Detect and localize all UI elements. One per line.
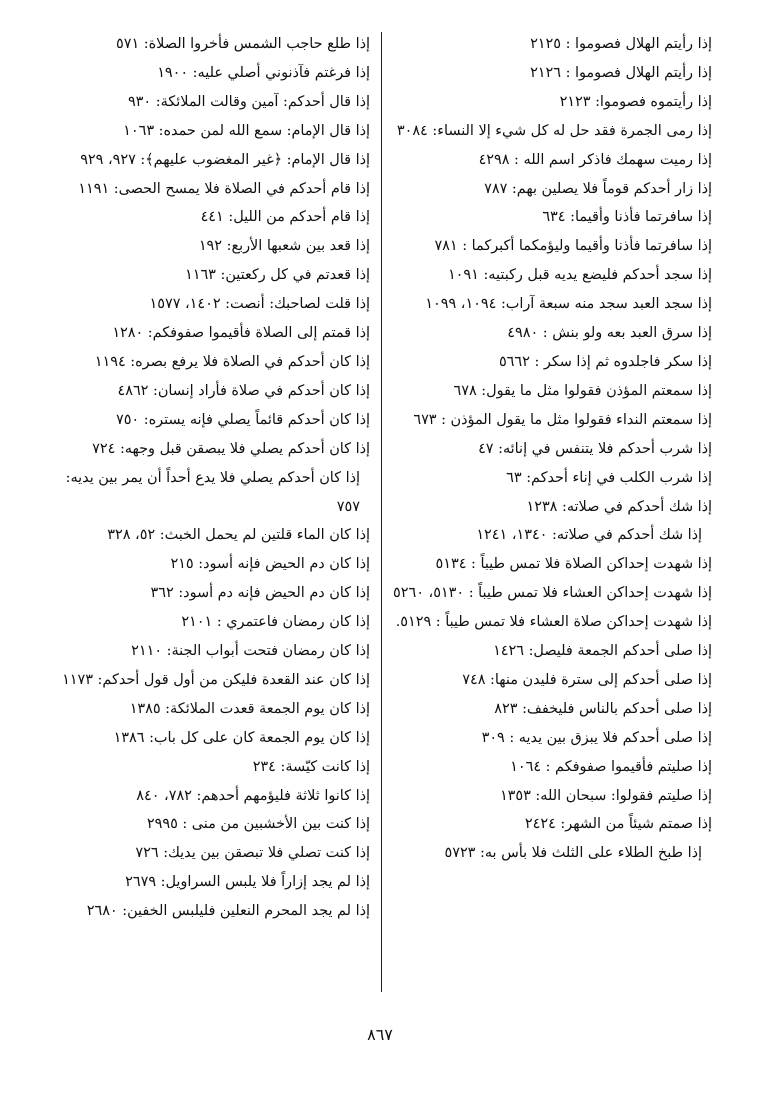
index-entry: إذا سافرتما فأذنا وأقيما: ٦٣٤ [542, 209, 712, 226]
index-entry: إذا رأيتموه فصوموا: ٢١٢٣ [559, 93, 712, 110]
index-entry: إذا طلع حاجب الشمس فأخروا الصلاة: ٥٧١ [115, 36, 370, 52]
index-entry: إذا قام أحدكم من الليل: ٤٤١ [200, 209, 370, 226]
index-entry: إذا كان يوم الجمعة قعدت الملائكة: ١٣٨٥ [129, 700, 370, 717]
index-entry: إذا قال أحدكم: آمين وقالت الملائكة: ٩٣٠ [127, 93, 370, 110]
index-entry: إذا رميت سهمك فاذكر اسم الله : ٤٢٩٨ [478, 151, 712, 168]
index-entry: إذا رأيتم الهلال فصوموا : ٢١٢٦ [530, 64, 712, 81]
index-entry: إذا كان أحدكم في صلاة فأراد إنسان: ٤٨٦٢ [117, 382, 370, 399]
index-entry: إذا سمعتم النداء فقولوا مثل ما يقول المؤذن : ٦٧٣ [413, 411, 712, 428]
index-entry: إذا صليتم فقولوا: سبحان الله: ١٣٥٣ [499, 787, 712, 804]
index-entry: إذا كان أحدكم قائماً يصلي فإنه يستره: ٧٥٠ [115, 411, 370, 428]
index-entry: إذا طبخ الطلاء على الثلث فلا بأس به: ٥٧٢٣ [444, 845, 702, 862]
index-entry: إذا كان دم الحيض فإنه دم أسود: ٣٦٢ [150, 585, 370, 602]
index-entry: إذا صلى أحدكم الجمعة فليصل: ١٤٢٦ [493, 643, 712, 660]
index-entry: إذا صلى أحدكم بالناس فليخفف: ٨٢٣ [494, 700, 712, 717]
index-entry: إذا سمعتم المؤذن فقولوا مثل ما يقول: ٦٧٨ [453, 382, 712, 399]
page-number: ٨٦٧ [367, 1025, 393, 1044]
index-entry: إذا شهدت إحداكن صلاة العشاء فلا تمس طيباً : ٥١٢٩. [395, 614, 712, 631]
index-entry: إذا شك أحدكم في صلاته: ١٢٣٨ [526, 498, 712, 515]
index-entry: إذا رأيتم الهلال فصوموا : ٢١٢٥ [530, 36, 712, 52]
index-entry: إذا شهدت إحداكن العشاء فلا تمس طيباً : ٥١٣٠، ٥٢٦٠ [393, 585, 712, 602]
index-entry: إذا كانت كيّسة: ٢٣٤ [252, 758, 370, 775]
index-entry: إذا قال الإمام: سمع الله لمن حمده: ١٠٦٣ [123, 122, 370, 139]
index-entry: إذا قلت لصاحبك: أنصت: ١٤٠٢، ١٥٧٧ [149, 296, 370, 313]
index-entry: إذا فرغتم فآذنوني أصلي عليه: ١٩٠٠ [157, 64, 370, 81]
index-entry: إذا كان أحدكم في الصلاة فلا يرفع بصره: ١١٩٤ [94, 353, 370, 370]
index-entry: إذا سجد العبد سجد منه سبعة آراب: ١٠٩٤، ١٠٩٩ [425, 296, 712, 313]
index-entry: إذا صمتم شيئاً من الشهر: ٢٤٢٤ [524, 816, 712, 833]
index-entry: إذا لم يجد المحرم النعلين فليلبس الخفين: ٢٦٨٠ [86, 903, 370, 920]
index-entry: إذا قمتم إلى الصلاة فأقيموا صفوفكم: ١٢٨٠ [112, 325, 370, 342]
index-entry: إذا زار أحدكم قوماً فلا يصلين بهم: ٧٨٧ [484, 180, 712, 197]
index-entry: إذا صلى أحدكم إلى سترة فليدن منها: ٧٤٨ [462, 671, 712, 688]
index-entry: إذا كان رمضان فاعتمري : ٢١٠١ [181, 614, 370, 631]
index-entry: إذا كان عند القعدة فليكن من أول قول أحدكم: ١١٧٣ [62, 671, 370, 688]
index-entry: إذا شرب الكلب في إناء أحدكم: ٦٣ [506, 469, 712, 486]
index-entry: إذا صلى أحدكم فلا يبزق بين يديه : ٣٠٩ [481, 729, 712, 746]
index-entry: إذا شرب أحدكم فلا يتنفس في إنائه: ٤٧ [478, 440, 712, 457]
index-entry: إذا كانوا ثلاثة فليؤمهم أحدهم: ٧٨٢، ٨٤٠ [136, 787, 370, 804]
index-entry: إذا رمى الجمرة فقد حل له كل شيء إلا النساء: ٣٠٨٤ [396, 122, 712, 139]
index-entry: إذا كان دم الحيض فإنه أسود: ٢١٥ [170, 556, 370, 573]
index-entry: إذا كان أحدكم يصلي فلا يبصقن قبل وجهه: ٧٢٤ [92, 440, 370, 457]
index-entry: إذا كان يوم الجمعة كان على كل باب: ١٣٨٦ [113, 729, 370, 746]
index-entry: إذا قام أحدكم في الصلاة فلا يمسح الحصى: ١١٩١ [78, 180, 370, 197]
index-entry: إذا سرق العبد بعه ولو بنش : ٤٩٨٠ [507, 325, 712, 342]
index-entry: إذا قعدتم في كل ركعتين: ١١٦٣ [184, 267, 370, 284]
index-entry: إذا شهدت إحداكن الصلاة فلا تمس طيباً : ٥١٣٤ [435, 556, 712, 573]
index-entry: إذا سكر فاجلدوه ثم إذا سكر : ٥٦٦٢ [498, 353, 712, 370]
index-entry: إذا سافرتما فأذنا وأقيما وليؤمكما أكبركما : ٧٨١ [434, 238, 712, 255]
right-column [390, 30, 712, 868]
index-entry: إذا لم يجد إزاراً فلا يلبس السراويل: ٢٦٧٩ [125, 874, 370, 891]
index-entry: إذا قعد بين شعبها الأربع: ١٩٢ [198, 238, 370, 255]
index-entry: إذا سجد أحدكم فليضع يديه قبل ركبتيه: ١٠٩١ [447, 267, 712, 284]
left-column [48, 30, 370, 926]
index-entry: إذا كنت بين الأخشبين من منى : ٢٩٩٥ [146, 816, 370, 833]
index-entry: إذا كان أحدكم يصلي فلا يدع أحداً أن يمر بين يديه: ٧٥٧ [65, 469, 360, 515]
index-entry: إذا شك أحدكم في صلاته: ١٣٤٠، ١٢٤١ [476, 527, 702, 544]
index-entry: إذا قال الإمام: ﴿غير المغضوب عليهم﴾: ٩٢٧، ٩٢٩ [80, 151, 370, 168]
index-entry: إذا صليتم فأقيموا صفوفكم : ١٠٦٤ [510, 758, 712, 775]
index-entry: إذا كنت تصلي فلا تبصقن بين يديك: ٧٢٦ [135, 845, 370, 862]
index-entry: إذا كان رمضان فتحت أبواب الجنة: ٢١١٠ [131, 643, 370, 660]
column-divider [381, 32, 382, 992]
index-entry: إذا كان الماء قلتين لم يحمل الخبث: ٥٢، ٣٢٨ [107, 527, 370, 544]
